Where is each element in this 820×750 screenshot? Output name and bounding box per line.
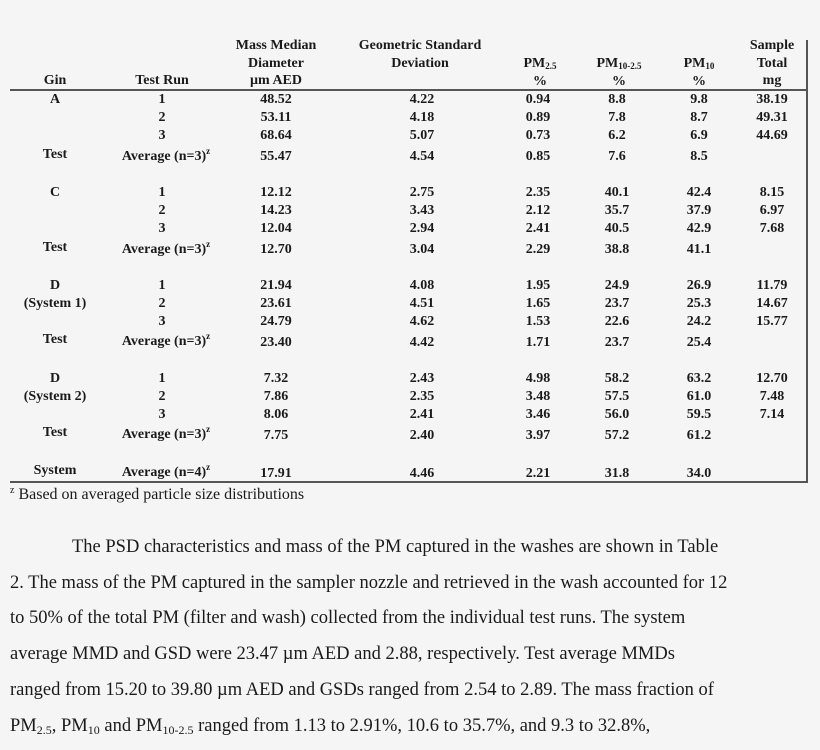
cell-pm25: 2.41 bbox=[525, 221, 551, 236]
cell-gsd: 4.62 bbox=[409, 314, 435, 329]
header-pm10-unit: % bbox=[691, 73, 706, 89]
header-pm25-unit: % bbox=[532, 73, 547, 89]
avg-run-text: Average (n=3) bbox=[121, 242, 207, 257]
cell-mg: 15.77 bbox=[756, 314, 788, 329]
cell-mmd: 53.11 bbox=[260, 110, 292, 125]
cell-pm1025: 38.8 bbox=[604, 242, 630, 257]
cell-run: 1 bbox=[158, 185, 166, 200]
cell-pm10: 59.5 bbox=[686, 407, 712, 422]
cell-pm1025: 57.5 bbox=[604, 389, 630, 404]
cell-mg: 49.31 bbox=[756, 110, 788, 125]
cell-pm25: 3.97 bbox=[525, 428, 551, 443]
cell-pm25: 1.71 bbox=[525, 335, 551, 350]
cell-pm10: 8.7 bbox=[690, 110, 708, 125]
header-mmd-line2: Diameter bbox=[248, 55, 304, 71]
pm-subscript: 10-2.5 bbox=[162, 722, 194, 737]
cell-pm25: 0.94 bbox=[525, 92, 551, 107]
cell-pm10: 42.9 bbox=[686, 221, 712, 236]
cell-avg-label: Test bbox=[42, 425, 68, 440]
cell-mg: 38.19 bbox=[756, 92, 788, 107]
header-sample-line3: mg bbox=[762, 73, 782, 88]
cell-gsd: 4.54 bbox=[409, 149, 435, 164]
cell-pm10: 8.5 bbox=[690, 149, 708, 164]
cell-pm25: 0.85 bbox=[525, 149, 551, 164]
cell-pm1025: 8.8 bbox=[608, 92, 626, 107]
cell-pm10: 25.4 bbox=[686, 335, 712, 350]
cell-pm25: 0.89 bbox=[525, 110, 551, 125]
pm-text: and PM bbox=[99, 715, 163, 736]
cell-pm10: 41.1 bbox=[686, 242, 712, 257]
cell-pm1025: 7.6 bbox=[608, 149, 626, 164]
cell-run: 3 bbox=[158, 314, 166, 329]
cell-pm1025: 40.5 bbox=[604, 221, 630, 236]
cell-avg-run bbox=[122, 241, 210, 258]
cell-pm10: 9.8 bbox=[690, 92, 708, 107]
footnote-marker: z bbox=[206, 424, 211, 434]
header-pm10 bbox=[684, 55, 715, 90]
cell-pm1025: 7.8 bbox=[608, 110, 626, 125]
cell-gsd: 2.43 bbox=[409, 371, 435, 386]
cell-pm25: 1.95 bbox=[525, 278, 551, 293]
avg-run-text: Average (n=3) bbox=[121, 149, 207, 164]
gin-label: D bbox=[49, 278, 61, 293]
cell-mg: 12.70 bbox=[756, 371, 788, 386]
header-sample-total bbox=[750, 37, 794, 90]
cell-mmd: 12.12 bbox=[260, 185, 292, 200]
cell-pm25: 3.46 bbox=[525, 407, 551, 422]
cell-avg-label: Test bbox=[42, 332, 68, 347]
footnote-mark: z bbox=[10, 485, 15, 496]
header-gsd-line1: Geometric Standard bbox=[358, 38, 482, 53]
cell-avg-label: Test bbox=[42, 240, 68, 255]
cell-gsd: 4.08 bbox=[409, 278, 435, 293]
cell-pm10: 6.9 bbox=[690, 128, 708, 143]
pm-subscript: 10 bbox=[87, 722, 100, 737]
cell-pm1025: 24.9 bbox=[604, 278, 630, 293]
cell-avg-run bbox=[122, 426, 210, 443]
cell-mg: 6.97 bbox=[759, 203, 785, 218]
pm-text: , PM bbox=[51, 715, 88, 736]
gin-label: C bbox=[49, 185, 61, 200]
avg-run-text: Average (n=4) bbox=[121, 465, 207, 480]
header-pm1025 bbox=[596, 55, 641, 90]
header-gsd bbox=[359, 37, 481, 72]
cell-mmd: 68.64 bbox=[260, 128, 292, 143]
cell-mg: 14.67 bbox=[756, 296, 788, 311]
cell-pm25: 2.35 bbox=[525, 185, 551, 200]
body-paragraph bbox=[10, 530, 810, 744]
header-test-run: Test Run bbox=[135, 73, 189, 88]
header-pm1025-unit: % bbox=[611, 73, 626, 89]
cell-pm10: 61.2 bbox=[686, 428, 712, 443]
cell-pm25: 4.98 bbox=[525, 371, 551, 386]
header-pm10-base: PM bbox=[683, 56, 706, 71]
cell-avg-label: Test bbox=[42, 147, 68, 162]
paragraph-line-last bbox=[10, 709, 810, 745]
cell-run: 3 bbox=[158, 407, 166, 422]
cell-gsd: 4.51 bbox=[409, 296, 435, 311]
cell-pm25: 1.65 bbox=[525, 296, 551, 311]
footnote-marker: z bbox=[206, 239, 211, 249]
gin-sublabel: (System 2) bbox=[23, 389, 87, 404]
cell-mg: 7.68 bbox=[759, 221, 785, 236]
cell-pm10: 34.0 bbox=[686, 466, 712, 481]
cell-pm25: 2.29 bbox=[525, 242, 551, 257]
cell-pm1025: 35.7 bbox=[604, 203, 630, 218]
header-mmd bbox=[236, 37, 317, 90]
cell-pm1025: 58.2 bbox=[604, 371, 630, 386]
cell-mmd: 8.06 bbox=[263, 407, 289, 422]
cell-run: 2 bbox=[158, 203, 166, 218]
cell-pm10: 24.2 bbox=[686, 314, 712, 329]
cell-avg-run bbox=[122, 333, 210, 350]
cell-pm10: 42.4 bbox=[686, 185, 712, 200]
cell-mmd: 7.75 bbox=[263, 428, 289, 443]
header-sample-line1: Sample bbox=[749, 38, 795, 53]
cell-pm1025: 6.2 bbox=[608, 128, 626, 143]
header-gin: Gin bbox=[43, 73, 67, 88]
footnote-marker: z bbox=[206, 331, 211, 341]
cell-pm10: 37.9 bbox=[686, 203, 712, 218]
cell-gsd: 2.35 bbox=[409, 389, 435, 404]
header-pm1025-base: PM bbox=[596, 56, 619, 71]
cell-run: 1 bbox=[158, 92, 166, 107]
cell-pm25: 2.21 bbox=[525, 466, 551, 481]
cell-run: 2 bbox=[158, 110, 166, 125]
cell-gsd: 4.42 bbox=[409, 335, 435, 350]
cell-system-label: System bbox=[33, 463, 77, 478]
header-pm25 bbox=[523, 55, 556, 90]
header-mmd-line1: Mass Median bbox=[235, 38, 317, 53]
cell-gsd: 3.04 bbox=[409, 242, 435, 257]
cell-run: 3 bbox=[158, 128, 166, 143]
pm-subscript: 2.5 bbox=[36, 722, 52, 737]
cell-pm25: 1.53 bbox=[525, 314, 551, 329]
cell-gsd: 2.40 bbox=[409, 428, 435, 443]
cell-mmd: 7.32 bbox=[263, 371, 289, 386]
gin-label: A bbox=[49, 92, 61, 107]
avg-run-text: Average (n=3) bbox=[121, 334, 207, 349]
paragraph-line: The PSD characteristics and mass of the PM captured in the washes are shown in Table bbox=[72, 537, 719, 557]
cell-pm25: 0.73 bbox=[525, 128, 551, 143]
cell-pm10: 25.3 bbox=[686, 296, 712, 311]
table-right-border bbox=[806, 40, 808, 482]
footnote-marker: z bbox=[206, 462, 211, 472]
cell-mmd: 17.91 bbox=[260, 466, 292, 481]
cell-pm10: 63.2 bbox=[686, 371, 712, 386]
cell-mg: 8.15 bbox=[759, 185, 785, 200]
footnote-marker: z bbox=[206, 146, 211, 156]
cell-mmd: 24.79 bbox=[260, 314, 292, 329]
cell-pm25: 3.48 bbox=[525, 389, 551, 404]
cell-avg-run bbox=[122, 464, 210, 481]
cell-run: 2 bbox=[158, 296, 166, 311]
table-footnote bbox=[10, 485, 304, 505]
avg-run-text: Average (n=3) bbox=[121, 427, 207, 442]
cell-gsd: 5.07 bbox=[409, 128, 435, 143]
cell-mmd: 7.86 bbox=[263, 389, 289, 404]
cell-run: 2 bbox=[158, 389, 166, 404]
header-sample-line2: Total bbox=[756, 55, 788, 71]
cell-pm10: 26.9 bbox=[686, 278, 712, 293]
header-pm10-sub: 10 bbox=[705, 61, 715, 71]
paragraph-line: 2. The mass of the PM captured in the sampler nozzle and retrieved in the wash accounted for 12 bbox=[10, 572, 728, 593]
paragraph-line: ranged from 15.20 to 39.80 µm AED and GSDs ranged from 2.54 to 2.89. The mass fraction of bbox=[10, 679, 714, 700]
cell-mmd: 12.04 bbox=[260, 221, 292, 236]
cell-mmd: 23.40 bbox=[260, 335, 292, 350]
gin-label: D bbox=[49, 371, 61, 386]
cell-pm1025: 31.8 bbox=[604, 466, 630, 481]
cell-pm1025: 22.6 bbox=[604, 314, 630, 329]
header-pm25-base: PM bbox=[523, 56, 546, 71]
cell-mg: 7.14 bbox=[759, 407, 785, 422]
gin-sublabel: (System 1) bbox=[23, 296, 87, 311]
cell-gsd: 4.46 bbox=[409, 466, 435, 481]
header-pm1025-sub: 10-2.5 bbox=[618, 61, 642, 71]
cell-pm1025: 40.1 bbox=[604, 185, 630, 200]
pm-text: PM bbox=[10, 715, 37, 736]
cell-avg-run bbox=[122, 148, 210, 165]
footnote-text: Based on averaged particle size distributions bbox=[14, 486, 305, 503]
cell-gsd: 2.94 bbox=[409, 221, 435, 236]
cell-mmd: 21.94 bbox=[260, 278, 292, 293]
cell-gsd: 3.43 bbox=[409, 203, 435, 218]
cell-pm25: 2.12 bbox=[525, 203, 551, 218]
cell-mmd: 55.47 bbox=[260, 149, 292, 164]
paragraph-text: ranged from 1.13 to 2.91%, 10.6 to 35.7%, and 9.3 to 32.8%, bbox=[193, 715, 651, 736]
cell-pm1025: 23.7 bbox=[604, 335, 630, 350]
cell-run: 3 bbox=[158, 221, 166, 236]
cell-gsd: 4.18 bbox=[409, 110, 435, 125]
header-pm25-sub: 2.5 bbox=[545, 61, 557, 71]
cell-mg: 7.48 bbox=[759, 389, 785, 404]
cell-mg: 44.69 bbox=[756, 128, 788, 143]
cell-run: 1 bbox=[158, 371, 166, 386]
header-gsd-line2: Deviation bbox=[391, 55, 449, 71]
cell-mmd: 14.23 bbox=[260, 203, 292, 218]
header-mmd-line3: µm AED bbox=[249, 73, 302, 88]
cell-pm1025: 23.7 bbox=[604, 296, 630, 311]
cell-pm1025: 57.2 bbox=[604, 428, 630, 443]
cell-run: 1 bbox=[158, 278, 166, 293]
paragraph-line: to 50% of the total PM (filter and wash) collected from the individual test runs. The system bbox=[10, 608, 686, 629]
cell-gsd: 4.22 bbox=[409, 92, 435, 107]
cell-mmd: 23.61 bbox=[260, 296, 292, 311]
cell-pm10: 61.0 bbox=[686, 389, 712, 404]
cell-mmd: 48.52 bbox=[260, 92, 292, 107]
cell-mmd: 12.70 bbox=[260, 242, 292, 257]
paragraph-line: average MMD and GSD were 23.47 µm AED and 2.88, respectively. Test average MMDs bbox=[10, 644, 675, 665]
cell-mg: 11.79 bbox=[756, 278, 788, 293]
cell-gsd: 2.75 bbox=[409, 185, 435, 200]
cell-pm1025: 56.0 bbox=[604, 407, 630, 422]
cell-gsd: 2.41 bbox=[409, 407, 435, 422]
